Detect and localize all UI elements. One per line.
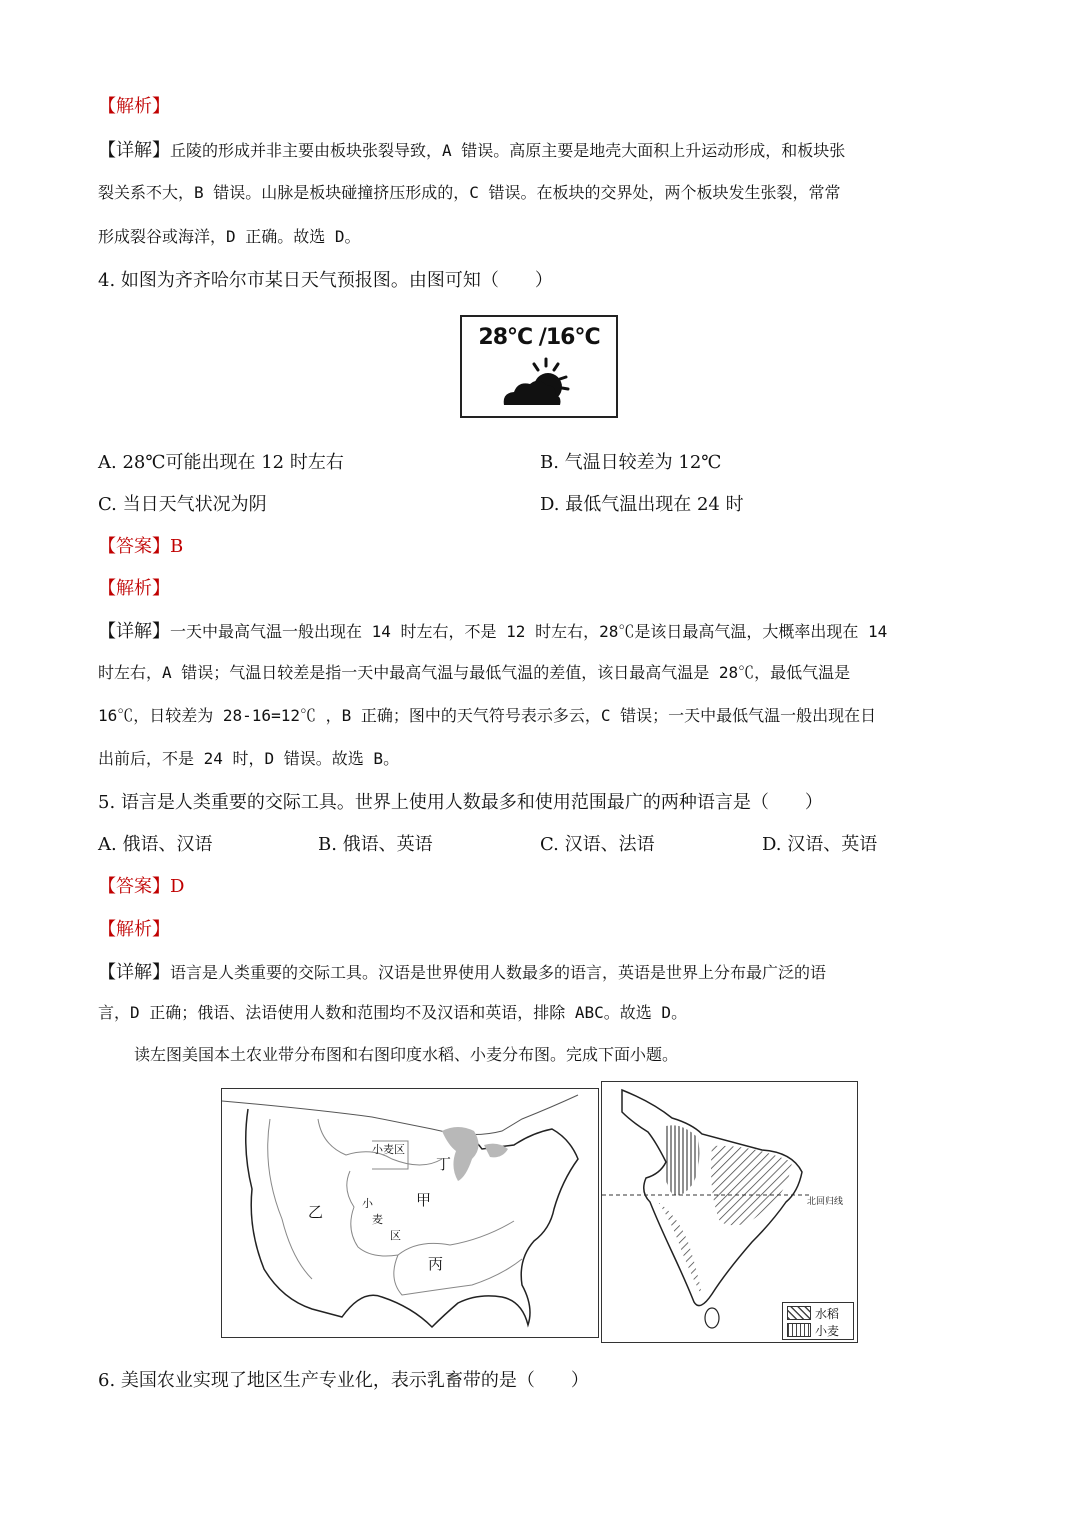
q4-detail-tag: 【详解】	[98, 621, 170, 642]
q4-detail-line-1: 【详解】一天中最高气温一般出现在 14 时左右，不是 12 时左右，28℃是该日最高气温，大概率出现在 14	[98, 621, 888, 642]
legend-wheat-label: 小麦	[815, 1324, 840, 1338]
legend-rice-swatch	[787, 1306, 811, 1320]
maps-intro: 读左图美国本土农业带分布图和右图印度水稻、小麦分布图。完成下面小题。	[134, 1045, 679, 1064]
q5-option-a: A. 俄语、汉语	[98, 834, 213, 855]
q4-option-c: C. 当日天气状况为阴	[98, 494, 267, 515]
india-map-legend	[782, 1302, 854, 1340]
usa-label-bing: 丙	[428, 1255, 444, 1273]
q5-analysis-tag: 【解析】	[98, 919, 170, 940]
q4-answer-tag: 【答案】	[98, 536, 170, 557]
usa-label-wheat-top: 小麦区	[372, 1143, 405, 1156]
usa-label-wheat-mid-1: 小	[362, 1197, 373, 1210]
usa-label-jia: 甲	[416, 1191, 432, 1209]
usa-label-ding: 丁	[436, 1155, 452, 1173]
q5-option-b: B. 俄语、英语	[318, 834, 433, 855]
q3-detail-tag: 【详解】	[98, 140, 170, 161]
q5-detail-tag: 【详解】	[98, 962, 170, 983]
q5-question: 5. 语言是人类重要的交际工具。世界上使用人数最多和使用范围最广的两种语言是（ ）	[98, 792, 823, 813]
usa-label-yi: 乙	[308, 1203, 324, 1221]
q3-analysis-tag: 【解析】	[98, 96, 170, 117]
usa-label-wheat-mid-3: 区	[390, 1229, 401, 1242]
q5-option-c: C. 汉语、法语	[540, 834, 655, 855]
tropic-of-cancer-label: 北回归线	[807, 1197, 844, 1207]
india-rice-wheat-map	[601, 1081, 858, 1343]
q5-answer: 【答案】D	[98, 876, 185, 897]
q5-option-d: D. 汉语、英语	[762, 834, 878, 855]
legend-rice-label: 水稻	[815, 1307, 840, 1321]
weather-forecast-figure	[460, 315, 618, 418]
q4-option-b: B. 气温日较差为 12℃	[540, 452, 722, 473]
usa-label-wheat-mid-2: 麦	[372, 1213, 383, 1226]
q3-detail-line-3: 形成裂谷或海洋，D 正确。故选 D。	[98, 227, 361, 246]
q4-analysis-tag: 【解析】	[98, 578, 170, 599]
q5-detail-line-2: 言，D 正确；俄语、法语使用人数和范围均不及汉语和英语，排除 ABC。故选 D。	[98, 1003, 688, 1022]
q4-question: 4. 如图为齐齐哈尔市某日天气预报图。由图可知（ ）	[98, 270, 553, 291]
q4-option-a: A. 28℃可能出现在 12 时左右	[98, 452, 344, 473]
legend-wheat-swatch	[787, 1323, 811, 1337]
q4-option-d: D. 最低气温出现在 24 时	[540, 494, 744, 515]
q3-detail-line-1: 【详解】丘陵的形成并非主要由板块张裂导致，A 错误。高原主要是地壳大面积上升运动形成，和板块张	[98, 140, 846, 161]
q4-detail-line-3: 16℃，日较差为 28-16=12℃ ，B 正确；图中的天气符号表示多云，C 错误；一天中最低气温一般出现在日	[98, 706, 877, 725]
q6-question: 6. 美国农业实现了地区生产专业化，表示乳畜带的是（ ）	[98, 1370, 589, 1391]
q5-detail-line-1: 【详解】语言是人类重要的交际工具。汉语是世界使用人数最多的语言，英语是世界上分布最广泛的语	[98, 962, 827, 983]
q4-detail-line-2: 时左右，A 错误；气温日较差是指一天中最高气温与最低气温的差值，该日最高气温是 28℃，最低气温是	[98, 663, 851, 682]
q5-answer-tag: 【答案】	[98, 876, 170, 897]
q4-detail-line-4: 出前后，不是 24 时，D 错误。故选 B。	[98, 749, 400, 768]
q3-detail-line-2: 裂关系不大，B 错误。山脉是板块碰撞挤压形成的，C 错误。在板块的交界处，两个板块发生张裂，常常	[98, 183, 841, 202]
forecast-temperature: 28°C /16°C	[478, 325, 600, 350]
partly-cloudy-icon	[498, 355, 588, 411]
q4-answer: 【答案】B	[98, 536, 184, 557]
usa-agriculture-map	[221, 1088, 599, 1338]
